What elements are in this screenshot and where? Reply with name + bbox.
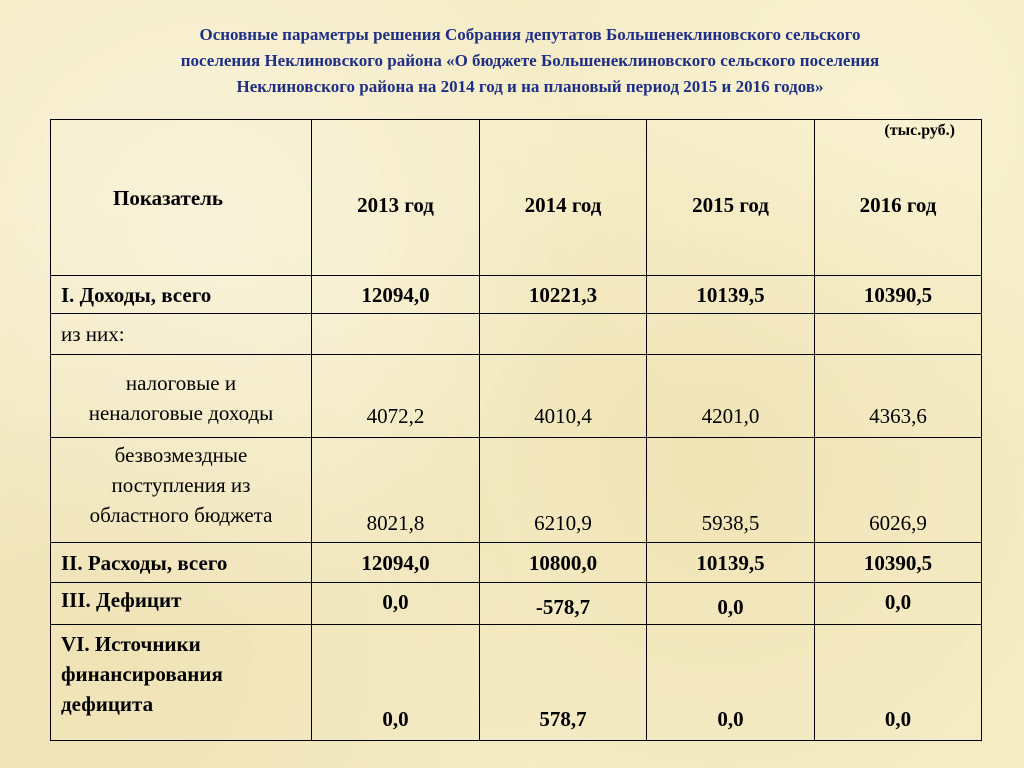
table-row-deficit-sources bbox=[51, 625, 982, 741]
row-label-line: поступления из bbox=[111, 473, 251, 497]
value-2015: 0,0 bbox=[647, 625, 815, 741]
value-2015: 10139,5 bbox=[647, 276, 815, 314]
value-2015: 10139,5 bbox=[647, 543, 815, 583]
row-label: I. Доходы, всего bbox=[51, 276, 312, 314]
value-2015: 0,0 bbox=[647, 583, 815, 625]
value-2015: 4201,0 bbox=[647, 355, 815, 438]
value-2013: 0,0 bbox=[312, 583, 480, 625]
header-year-2013 bbox=[312, 120, 480, 276]
table-row-gratuitous bbox=[51, 438, 982, 543]
value-2014: 10800,0 bbox=[480, 543, 647, 583]
row-label-line: VI. Источники bbox=[61, 632, 201, 656]
table-row-of-which bbox=[51, 314, 982, 355]
title-line: поселения Неклиновского района «О бюджете Большенеклиновского сельского поселения bbox=[180, 51, 880, 70]
header-year-label: 2016 год bbox=[859, 192, 937, 217]
value-2014: 10221,3 bbox=[480, 276, 647, 314]
header-year-2015 bbox=[647, 120, 815, 276]
value-2014: 6210,9 bbox=[480, 438, 647, 543]
empty-cell bbox=[647, 314, 815, 355]
row-label: из них: bbox=[51, 314, 312, 355]
slide-title bbox=[60, 22, 1000, 100]
value-2016: 10390,5 bbox=[815, 276, 982, 314]
value-2013: 12094,0 bbox=[312, 543, 480, 583]
table-row-deficit bbox=[51, 583, 982, 625]
value-2014: 578,7 bbox=[480, 625, 647, 741]
row-label bbox=[51, 625, 312, 741]
table-row-expenses-total bbox=[51, 543, 982, 583]
header-year-label: 2014 год bbox=[524, 192, 602, 217]
table-row-tax-nontax bbox=[51, 355, 982, 438]
row-label: II. Расходы, всего bbox=[51, 543, 312, 583]
row-label-line: дефицита bbox=[61, 692, 154, 716]
header-year-2016 bbox=[815, 120, 982, 276]
row-label bbox=[51, 355, 312, 438]
unit-note: (тыс.руб.) bbox=[884, 122, 955, 139]
table-row-income-total bbox=[51, 276, 982, 314]
value-2015: 5938,5 bbox=[647, 438, 815, 543]
value-2016: 0,0 bbox=[815, 625, 982, 741]
row-label: III. Дефицит bbox=[51, 583, 312, 625]
value-2013: 0,0 bbox=[312, 625, 480, 741]
header-year-2014 bbox=[480, 120, 647, 276]
header-indicator: Показатель bbox=[51, 120, 312, 276]
row-label-line: неналоговые доходы bbox=[88, 401, 274, 425]
row-label-line: безвозмездные bbox=[114, 443, 248, 467]
header-year-label: 2015 год bbox=[692, 192, 769, 217]
empty-cell bbox=[312, 314, 480, 355]
empty-cell bbox=[480, 314, 647, 355]
table-header-row bbox=[51, 120, 982, 276]
title-line: Основные параметры решения Собрания депутатов Большенеклиновского сельского bbox=[199, 25, 861, 44]
budget-parameters-table bbox=[50, 119, 982, 741]
row-label-line: областного бюджета bbox=[89, 503, 273, 527]
value-2013: 4072,2 bbox=[312, 355, 480, 438]
value-2016: 6026,9 bbox=[815, 438, 982, 543]
value-2016: 10390,5 bbox=[815, 543, 982, 583]
value-2016: 0,0 bbox=[815, 583, 982, 625]
empty-cell bbox=[815, 314, 982, 355]
row-label bbox=[51, 438, 312, 543]
title-line: Неклиновского района на 2014 год и на плановый период 2015 и 2016 годов» bbox=[236, 77, 824, 96]
value-2014: 4010,4 bbox=[480, 355, 647, 438]
row-label-line: финансирования bbox=[61, 662, 223, 686]
row-label-line: налоговые и bbox=[125, 371, 237, 395]
value-2016: 4363,6 bbox=[815, 355, 982, 438]
value-2013: 8021,8 bbox=[312, 438, 480, 543]
value-2013: 12094,0 bbox=[312, 276, 480, 314]
header-year-label: 2013 год bbox=[357, 192, 434, 217]
value-2014: -578,7 bbox=[480, 583, 647, 625]
